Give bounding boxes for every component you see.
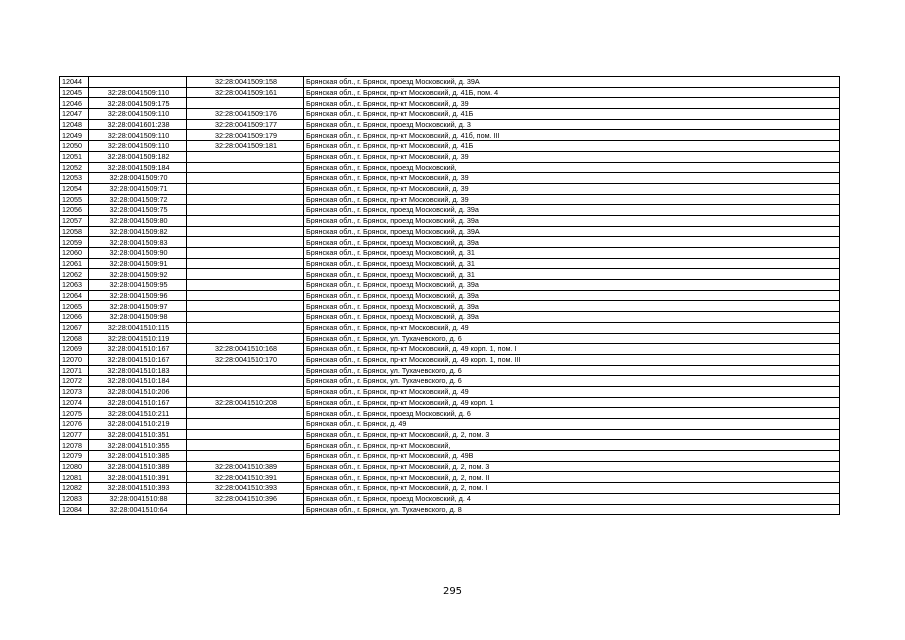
address-cell: Брянская обл., г. Брянск, проезд Московский, д. 39а	[304, 290, 840, 301]
row-number-cell: 12055	[60, 194, 89, 205]
table-row	[60, 365, 840, 376]
table-row	[60, 248, 840, 259]
address-cell: Брянская обл., г. Брянск, пр-кт Московский, д. 39	[304, 194, 840, 205]
row-number-cell: 12059	[60, 237, 89, 248]
row-number-cell: 12046	[60, 98, 89, 109]
address-cell: Брянская обл., г. Брянск, пр-кт Московский, д. 41Б	[304, 109, 840, 120]
cadastral-number-cell: 32:28:0041510:206	[89, 386, 187, 397]
cadastral-number-cell: 32:28:0041601:238	[89, 119, 187, 130]
cadastral-number-cell: 32:28:0041510:393	[89, 483, 187, 494]
table-row	[60, 472, 840, 483]
address-cell: Брянская обл., г. Брянск, проезд Московский,	[304, 162, 840, 173]
table-row	[60, 290, 840, 301]
address-cell: Брянская обл., г. Брянск, д. 49	[304, 419, 840, 430]
row-number-cell: 12083	[60, 493, 89, 504]
linked-cadastral-number-cell: 32:28:0041509:179	[187, 130, 304, 141]
linked-cadastral-number-cell	[187, 301, 304, 312]
cadastral-number-cell: 32:28:0041510:389	[89, 461, 187, 472]
linked-cadastral-number-cell: 32:28:0041510:170	[187, 354, 304, 365]
row-number-cell: 12062	[60, 269, 89, 280]
table-row	[60, 408, 840, 419]
row-number-cell: 12080	[60, 461, 89, 472]
cadastral-number-cell: 32:28:0041509:91	[89, 258, 187, 269]
linked-cadastral-number-cell	[187, 151, 304, 162]
cadastral-number-cell: 32:28:0041510:167	[89, 397, 187, 408]
address-cell: Брянская обл., г. Брянск, пр-кт Московский, д. 49 корп. 1, пом. I	[304, 344, 840, 355]
address-cell: Брянская обл., г. Брянск, ул. Тухачевского, д. 6	[304, 333, 840, 344]
linked-cadastral-number-cell	[187, 365, 304, 376]
table-row	[60, 269, 840, 280]
table-row	[60, 119, 840, 130]
linked-cadastral-number-cell	[187, 408, 304, 419]
address-cell: Брянская обл., г. Брянск, пр-кт Московский,	[304, 440, 840, 451]
address-cell: Брянская обл., г. Брянск, проезд Московский, д. 31	[304, 269, 840, 280]
cadastral-number-cell: 32:28:0041509:184	[89, 162, 187, 173]
row-number-cell: 12067	[60, 322, 89, 333]
address-cell: Брянская обл., г. Брянск, пр-кт Московский, д. 49 корп. 1, пом. III	[304, 354, 840, 365]
address-cell: Брянская обл., г. Брянск, пр-кт Московский, д. 2, пом. II	[304, 472, 840, 483]
address-cell: Брянская обл., г. Брянск, проезд Московский, д. 39а	[304, 237, 840, 248]
cadastral-number-cell: 32:28:0041510:88	[89, 493, 187, 504]
table-row	[60, 98, 840, 109]
row-number-cell: 12076	[60, 419, 89, 430]
address-cell: Брянская обл., г. Брянск, проезд Московский, д. 4	[304, 493, 840, 504]
row-number-cell: 12050	[60, 141, 89, 152]
address-cell: Брянская обл., г. Брянск, ул. Тухачевского, д. 6	[304, 376, 840, 387]
table-row	[60, 77, 840, 88]
cadastral-number-cell: 32:28:0041509:110	[89, 87, 187, 98]
table-row	[60, 344, 840, 355]
linked-cadastral-number-cell	[187, 215, 304, 226]
cadastral-number-cell: 32:28:0041509:182	[89, 151, 187, 162]
cadastral-number-cell: 32:28:0041510:64	[89, 504, 187, 515]
linked-cadastral-number-cell	[187, 312, 304, 323]
address-cell: Брянская обл., г. Брянск, пр-кт Московский, д. 41Б, пом. 4	[304, 87, 840, 98]
table-row	[60, 429, 840, 440]
cadastral-number-cell: 32:28:0041509:98	[89, 312, 187, 323]
table-row	[60, 312, 840, 323]
address-cell: Брянская обл., г. Брянск, пр-кт Московский, д. 2, пом. I	[304, 483, 840, 494]
cadastral-number-cell: 32:28:0041509:72	[89, 194, 187, 205]
cadastral-number-cell: 32:28:0041509:82	[89, 226, 187, 237]
row-number-cell: 12060	[60, 248, 89, 259]
linked-cadastral-number-cell	[187, 258, 304, 269]
table-row	[60, 322, 840, 333]
cadastral-number-cell: 32:28:0041510:351	[89, 429, 187, 440]
linked-cadastral-number-cell	[187, 98, 304, 109]
linked-cadastral-number-cell	[187, 205, 304, 216]
linked-cadastral-number-cell: 32:28:0041510:389	[187, 461, 304, 472]
row-number-cell: 12082	[60, 483, 89, 494]
linked-cadastral-number-cell	[187, 451, 304, 462]
row-number-cell: 12084	[60, 504, 89, 515]
table-row	[60, 504, 840, 515]
row-number-cell: 12061	[60, 258, 89, 269]
row-number-cell: 12065	[60, 301, 89, 312]
address-cell: Брянская обл., г. Брянск, ул. Тухачевского, д. 8	[304, 504, 840, 515]
page-number: 295	[442, 586, 463, 597]
table-row	[60, 354, 840, 365]
address-cell: Брянская обл., г. Брянск, пр-кт Московский, д. 41б, пом. III	[304, 130, 840, 141]
linked-cadastral-number-cell: 32:28:0041509:176	[187, 109, 304, 120]
linked-cadastral-number-cell	[187, 333, 304, 344]
cadastral-number-cell: 32:28:0041510:119	[89, 333, 187, 344]
cadastral-number-cell: 32:28:0041509:110	[89, 109, 187, 120]
row-number-cell: 12051	[60, 151, 89, 162]
row-number-cell: 12052	[60, 162, 89, 173]
address-cell: Брянская обл., г. Брянск, проезд Московский, д. 39а	[304, 280, 840, 291]
address-cell: Брянская обл., г. Брянск, проезд Московский, д. 39А	[304, 226, 840, 237]
table-row	[60, 109, 840, 120]
cadastral-number-cell: 32:28:0041509:96	[89, 290, 187, 301]
linked-cadastral-number-cell	[187, 376, 304, 387]
row-number-cell: 12058	[60, 226, 89, 237]
row-number-cell: 12068	[60, 333, 89, 344]
table-row	[60, 333, 840, 344]
table-row	[60, 162, 840, 173]
row-number-cell: 12048	[60, 119, 89, 130]
cadastral-number-cell: 32:28:0041509:110	[89, 141, 187, 152]
linked-cadastral-number-cell	[187, 269, 304, 280]
address-cell: Брянская обл., г. Брянск, ул. Тухачевского, д. 6	[304, 365, 840, 376]
table-row	[60, 376, 840, 387]
row-number-cell: 12045	[60, 87, 89, 98]
address-cell: Брянская обл., г. Брянск, пр-кт Московский, д. 2, пом. 3	[304, 429, 840, 440]
cadastral-number-cell: 32:28:0041509:92	[89, 269, 187, 280]
linked-cadastral-number-cell: 32:28:0041510:391	[187, 472, 304, 483]
linked-cadastral-number-cell	[187, 429, 304, 440]
linked-cadastral-number-cell: 32:28:0041509:177	[187, 119, 304, 130]
address-cell: Брянская обл., г. Брянск, проезд Московский, д. 6	[304, 408, 840, 419]
cadastral-number-cell: 32:28:0041510:391	[89, 472, 187, 483]
table-row	[60, 397, 840, 408]
address-cell: Брянская обл., г. Брянск, пр-кт Московский, д. 39	[304, 98, 840, 109]
cadastral-number-cell: 32:28:0041510:355	[89, 440, 187, 451]
linked-cadastral-number-cell: 32:28:0041509:158	[187, 77, 304, 88]
cadastral-number-cell: 32:28:0041510:183	[89, 365, 187, 376]
table-row	[60, 483, 840, 494]
linked-cadastral-number-cell: 32:28:0041510:208	[187, 397, 304, 408]
row-number-cell: 12077	[60, 429, 89, 440]
linked-cadastral-number-cell	[187, 290, 304, 301]
address-cell: Брянская обл., г. Брянск, пр-кт Московский, д. 2, пом. 3	[304, 461, 840, 472]
cadastral-number-cell: 32:28:0041510:184	[89, 376, 187, 387]
table-row	[60, 440, 840, 451]
linked-cadastral-number-cell	[187, 440, 304, 451]
linked-cadastral-number-cell: 32:28:0041509:181	[187, 141, 304, 152]
linked-cadastral-number-cell: 32:28:0041510:393	[187, 483, 304, 494]
cadastral-number-cell: 32:28:0041510:219	[89, 419, 187, 430]
linked-cadastral-number-cell	[187, 504, 304, 515]
cadastral-number-cell: 32:28:0041509:71	[89, 183, 187, 194]
table-row	[60, 226, 840, 237]
table-row	[60, 130, 840, 141]
table-row	[60, 301, 840, 312]
cadastral-number-cell: 32:28:0041509:80	[89, 215, 187, 226]
linked-cadastral-number-cell	[187, 280, 304, 291]
table-row	[60, 419, 840, 430]
registry-table-body	[60, 77, 840, 515]
row-number-cell: 12054	[60, 183, 89, 194]
linked-cadastral-number-cell	[187, 322, 304, 333]
cadastral-number-cell	[89, 77, 187, 88]
cadastral-number-cell: 32:28:0041510:115	[89, 322, 187, 333]
linked-cadastral-number-cell	[187, 226, 304, 237]
cadastral-number-cell: 32:28:0041509:70	[89, 173, 187, 184]
row-number-cell: 12044	[60, 77, 89, 88]
table-row	[60, 461, 840, 472]
address-cell: Брянская обл., г. Брянск, проезд Московский, д. 3	[304, 119, 840, 130]
linked-cadastral-number-cell	[187, 162, 304, 173]
row-number-cell: 12066	[60, 312, 89, 323]
row-number-cell: 12049	[60, 130, 89, 141]
row-number-cell: 12056	[60, 205, 89, 216]
address-cell: Брянская обл., г. Брянск, проезд Московский, д. 31	[304, 248, 840, 259]
address-cell: Брянская обл., г. Брянск, проезд Московский, д. 31	[304, 258, 840, 269]
row-number-cell: 12057	[60, 215, 89, 226]
address-cell: Брянская обл., г. Брянск, проезд Московский, д. 39а	[304, 301, 840, 312]
cadastral-number-cell: 32:28:0041509:110	[89, 130, 187, 141]
row-number-cell: 12053	[60, 173, 89, 184]
table-row	[60, 151, 840, 162]
table-row	[60, 141, 840, 152]
row-number-cell: 12070	[60, 354, 89, 365]
row-number-cell: 12081	[60, 472, 89, 483]
address-cell: Брянская обл., г. Брянск, пр-кт Московский, д. 39	[304, 151, 840, 162]
linked-cadastral-number-cell	[187, 237, 304, 248]
address-cell: Брянская обл., г. Брянск, проезд Московский, д. 39а	[304, 312, 840, 323]
address-cell: Брянская обл., г. Брянск, пр-кт Московский, д. 49 корп. 1	[304, 397, 840, 408]
row-number-cell: 12071	[60, 365, 89, 376]
table-row	[60, 280, 840, 291]
address-cell: Брянская обл., г. Брянск, проезд Московский, д. 39А	[304, 77, 840, 88]
cadastral-number-cell: 32:28:0041509:75	[89, 205, 187, 216]
table-row	[60, 87, 840, 98]
cadastral-number-cell: 32:28:0041510:211	[89, 408, 187, 419]
table-row	[60, 183, 840, 194]
address-cell: Брянская обл., г. Брянск, пр-кт Московский, д. 49	[304, 386, 840, 397]
table-row	[60, 258, 840, 269]
cadastral-number-cell: 32:28:0041509:90	[89, 248, 187, 259]
table-row	[60, 215, 840, 226]
table-row	[60, 386, 840, 397]
row-number-cell: 12075	[60, 408, 89, 419]
row-number-cell: 12072	[60, 376, 89, 387]
registry-table	[59, 76, 840, 515]
table-row	[60, 451, 840, 462]
table-row	[60, 493, 840, 504]
linked-cadastral-number-cell	[187, 248, 304, 259]
address-cell: Брянская обл., г. Брянск, пр-кт Московский, д. 49	[304, 322, 840, 333]
row-number-cell: 12074	[60, 397, 89, 408]
table-row	[60, 173, 840, 184]
linked-cadastral-number-cell	[187, 386, 304, 397]
linked-cadastral-number-cell: 32:28:0041510:168	[187, 344, 304, 355]
cadastral-number-cell: 32:28:0041510:385	[89, 451, 187, 462]
address-cell: Брянская обл., г. Брянск, проезд Московский, д. 39а	[304, 205, 840, 216]
row-number-cell: 12047	[60, 109, 89, 120]
linked-cadastral-number-cell	[187, 419, 304, 430]
linked-cadastral-number-cell	[187, 194, 304, 205]
row-number-cell: 12063	[60, 280, 89, 291]
table-row	[60, 205, 840, 216]
cadastral-number-cell: 32:28:0041509:83	[89, 237, 187, 248]
row-number-cell: 12069	[60, 344, 89, 355]
address-cell: Брянская обл., г. Брянск, пр-кт Московский, д. 41Б	[304, 141, 840, 152]
cadastral-number-cell: 32:28:0041509:97	[89, 301, 187, 312]
row-number-cell: 12064	[60, 290, 89, 301]
linked-cadastral-number-cell: 32:28:0041509:161	[187, 87, 304, 98]
cadastral-number-cell: 32:28:0041509:175	[89, 98, 187, 109]
linked-cadastral-number-cell	[187, 173, 304, 184]
table-row	[60, 237, 840, 248]
linked-cadastral-number-cell	[187, 183, 304, 194]
cadastral-number-cell: 32:28:0041510:167	[89, 354, 187, 365]
cadastral-number-cell: 32:28:0041510:167	[89, 344, 187, 355]
address-cell: Брянская обл., г. Брянск, пр-кт Московский, д. 49В	[304, 451, 840, 462]
table-row	[60, 194, 840, 205]
row-number-cell: 12078	[60, 440, 89, 451]
row-number-cell: 12073	[60, 386, 89, 397]
row-number-cell: 12079	[60, 451, 89, 462]
address-cell: Брянская обл., г. Брянск, пр-кт Московский, д. 39	[304, 173, 840, 184]
cadastral-number-cell: 32:28:0041509:95	[89, 280, 187, 291]
address-cell: Брянская обл., г. Брянск, пр-кт Московский, д. 39	[304, 183, 840, 194]
linked-cadastral-number-cell: 32:28:0041510:396	[187, 493, 304, 504]
address-cell: Брянская обл., г. Брянск, проезд Московский, д. 39а	[304, 215, 840, 226]
